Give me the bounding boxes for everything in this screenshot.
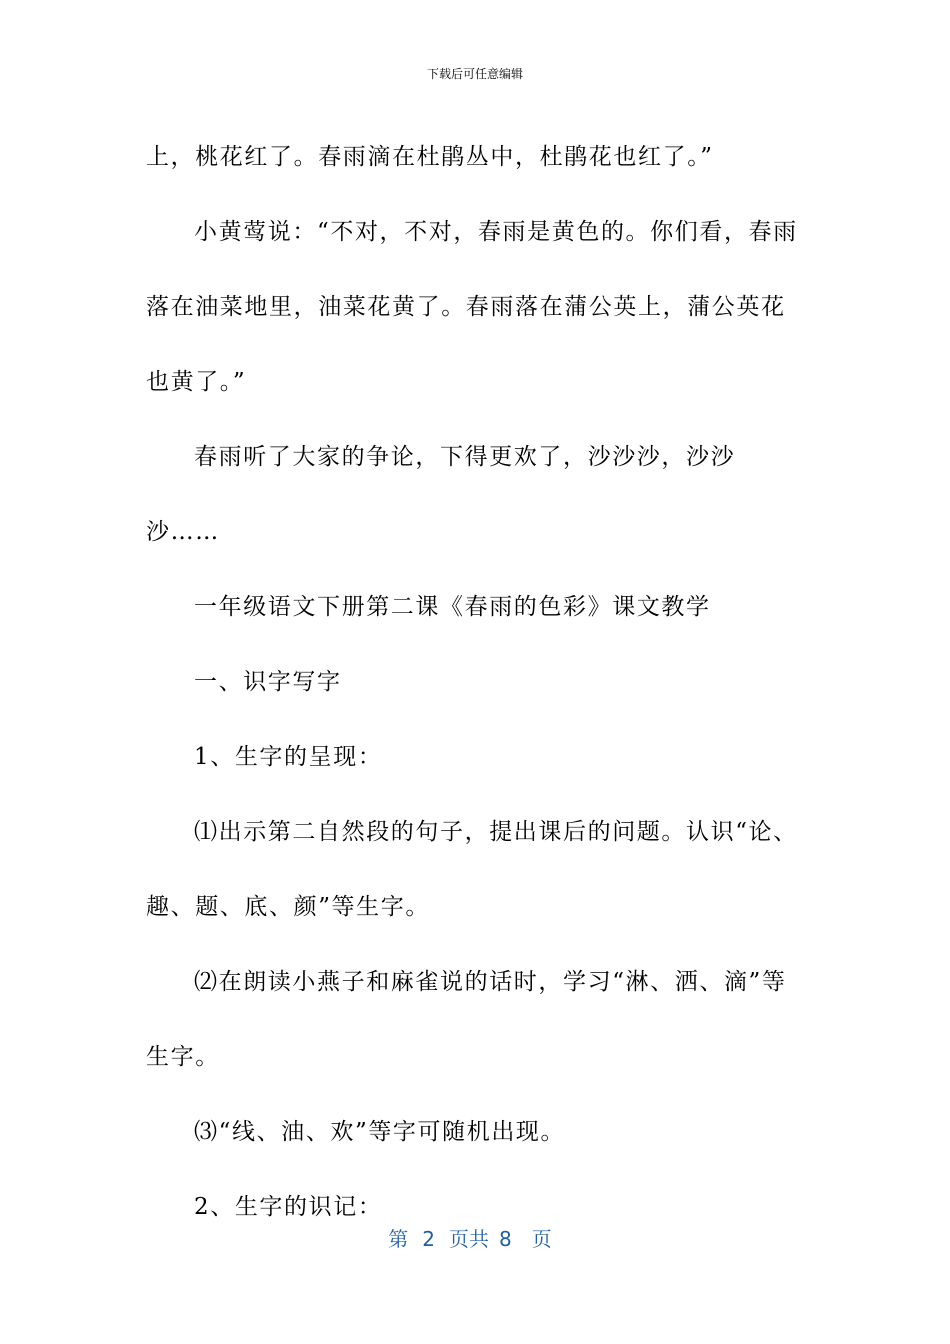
footer-suffix: 页 [531, 1227, 552, 1251]
paragraph-4-lesson-title: 一年级语文下册第二课《春雨的色彩》课文教学 [194, 594, 711, 620]
page-header-note: 下载后可任意编辑 [426, 67, 523, 81]
document-body [146, 120, 806, 1245]
paragraph-5-section-heading: 一、识字写字 [194, 669, 342, 695]
paragraph-9: ⑶“线、油、欢”等字可随机出现。 [194, 1119, 566, 1145]
paragraph-7: ⑴出示第二自然段的句子，提出课后的问题。认识“论、趣、题、底、颜”等生字。 [146, 819, 798, 920]
page-footer [0, 1224, 950, 1254]
paragraph-1: 上，桃花红了。春雨滴在杜鹃丛中，杜鹃花也红了。” [146, 144, 714, 170]
paragraph-3: 春雨听了大家的争论，下得更欢了，沙沙沙，沙沙沙…… [146, 444, 736, 545]
footer-prefix: 第 [388, 1227, 409, 1251]
paragraph-8: ⑵在朗读小燕子和麻雀说的话时，学习“淋、洒、滴”等生字。 [146, 969, 787, 1070]
footer-total-pages: 8 [499, 1227, 512, 1251]
paragraph-6-subheading: 1、生字的呈现： [194, 744, 383, 770]
footer-middle: 页共 [449, 1227, 489, 1251]
paragraph-10-subheading: 2、生字的识记： [194, 1194, 383, 1220]
footer-current-page: 2 [422, 1227, 435, 1251]
paragraph-2: 小黄莺说：“不对，不对，春雨是黄色的。你们看，春雨落在油菜地里，油菜花黄了。春雨落在蒲公英上，蒲公英花也黄了。” [146, 219, 798, 395]
